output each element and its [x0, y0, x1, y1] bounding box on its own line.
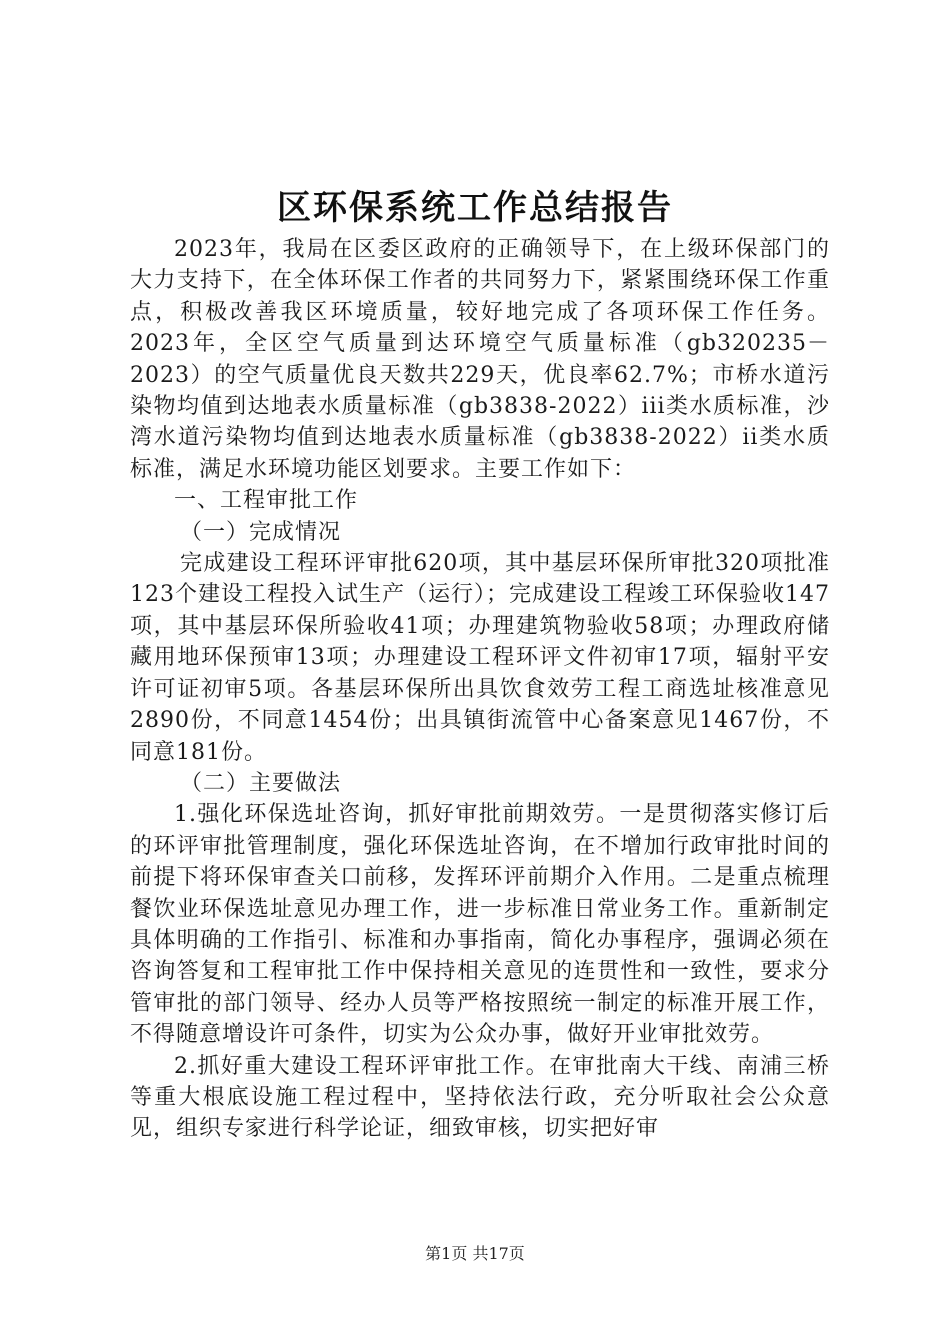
- document-body: [130, 234, 830, 1145]
- subsection-heading-2: （二）主要做法: [180, 770, 342, 796]
- section-heading-1: 一、工程审批工作: [174, 488, 359, 514]
- method-paragraph-1: 1.强化环保选址咨询，抓好审批前期效劳。一是贯彻落实修订后的环评审批管理制度，强化环保选址咨询，在不增加行政审批时间的前提下将环保审查关口前移，发挥环评前期介入作用。二是重点梳理餐饮业环保选址意见办理工作，进一步标准日常业务工作。重新制定具体明确的工作指引、标准和办事指南，简化办事程序，强调必须在咨询答复和工程审批工作中保持相关意见的连贯性和一致性，要求分管审批的部门领导、经办人员等严格按照统一制定的标准开展工作，不得随意增设许可条件，切实为公众办事，做好开业审批效劳。: [130, 802, 830, 1048]
- method-paragraph-2: 2.抓好重大建设工程环评审批工作。在审批南大干线、南浦三桥等重大根底设施工程过程中，坚持依法行政，充分听取社会公众意见，组织专家进行科学论证，细致审核，切实把好审: [130, 1053, 830, 1142]
- page-number-footer: 第1页 共17页: [425, 1244, 525, 1263]
- subsection-heading-1: （一）完成情况: [180, 519, 342, 545]
- completion-paragraph: 完成建设工程环评审批620项，其中基层环保所审批320项批准123个建设工程投入试生产（运行）；完成建设工程竣工环保验收147项，其中基层环保所验收41项；办理建筑物验收58项；办理政府储藏用地环保预审13项；办理建设工程环评文件初审17项，辐射平安许可证初审5项。各基层环保所出具饮食效劳工程工商选址核准意见2890份，不同意1454份；出具镇街流管中心备案意见1467份，不同意181份。: [130, 551, 830, 765]
- document-title: 区环保系统工作总结报告: [277, 188, 673, 228]
- intro-paragraph: 2023年，我局在区委区政府的正确领导下，在上级环保部门的大力支持下，在全体环保工作者的共同努力下，紧紧围绕环保工作重点，积极改善我区环境质量，较好地完成了各项环保工作任务。2023年，全区空气质量到达环境空气质量标准（gb320235－2023）的空气质量优良天数共229天，优良率62.7%；市桥水道污染物均值到达地表水质量标准（gb3838-2022）iii类水质标准，沙湾水道污染物均值到达地表水质量标准（gb3838-2022）ii类水质标准，满足水环境功能区划要求。主要工作如下：: [130, 237, 830, 482]
